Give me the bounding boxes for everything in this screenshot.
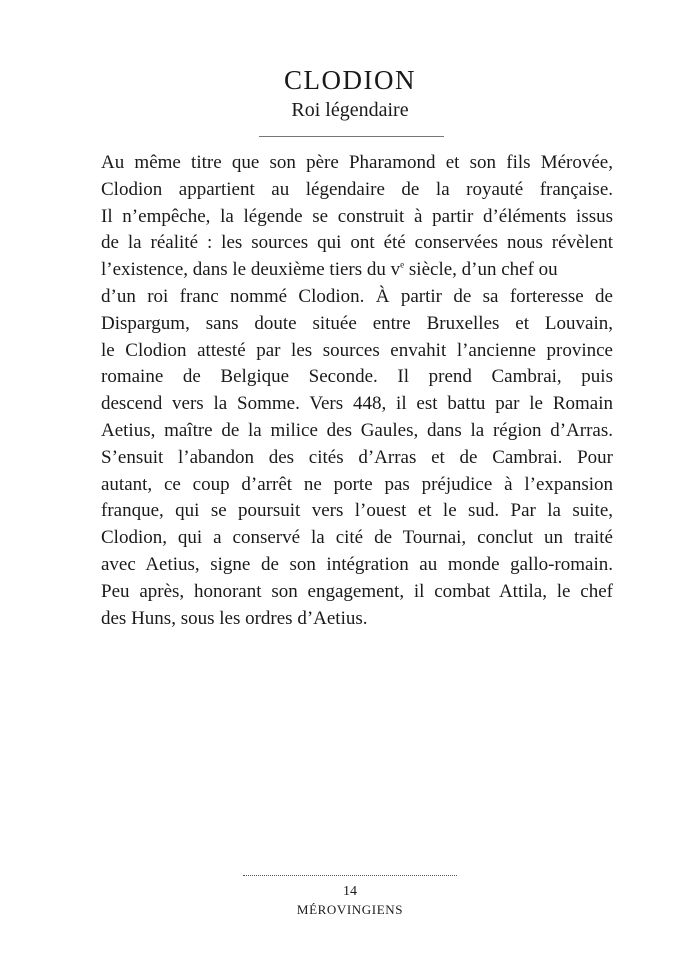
body-line: Clodion appartient au légendaire de la royauté française. xyxy=(101,178,613,200)
body-line: autant, ce coup d’arrêt ne porte pas préjudice à l’expansion xyxy=(101,473,613,495)
body-line: Au même titre que son père Pharamond et son fils Mérovée, xyxy=(101,152,613,173)
century-superscript: e xyxy=(400,259,405,270)
body-line: Dispargum, sans doute située entre Bruxelles et Louvain, xyxy=(101,312,613,334)
body-line: Aetius, maître de la milice des Gaules, dans la région d’Arras. xyxy=(101,419,613,441)
title-divider xyxy=(259,136,444,137)
body-line: romaine de Belgique Seconde. Il prend Cambrai, puis xyxy=(101,366,613,388)
running-title: MÉROVINGIENS xyxy=(296,902,404,917)
body-line: Il n’empêche, la légende se construit à partir d’éléments issus xyxy=(101,205,613,227)
body-line: Peu après, honorant son engagement, il combat Attila, le chef xyxy=(101,580,613,602)
body-line: le Clodion attesté par les sources envahit l’ancienne province xyxy=(101,339,613,361)
body-line: descend vers la Somme. Vers 448, il est battu par le Romain xyxy=(101,393,613,415)
page-number: 14 xyxy=(343,884,357,899)
body-line-segment: siècle, d’un chef ou xyxy=(404,259,558,281)
body-line: S’ensuit l’abandon des cités d’Arras et de Cambrai. Pour xyxy=(101,446,613,468)
body-line: Clodion, qui a conservé la cité de Tournai, conclut un traité xyxy=(101,527,613,549)
body-line: de la réalité : les sources qui ont été conservées nous révèlent xyxy=(101,232,613,254)
page-subtitle: Roi légendaire xyxy=(291,99,409,121)
body-paragraph xyxy=(101,150,613,632)
body-line: franque, qui se poursuit vers l’ouest et le sud. Par la suite, xyxy=(101,500,613,522)
body-line-segment: l’existence, dans le deuxième tiers du v xyxy=(101,259,401,281)
body-line xyxy=(101,257,613,284)
footer-divider xyxy=(243,875,457,876)
body-line: d’un roi franc nommé Clodion. À partir de sa forteresse de xyxy=(101,285,613,307)
page-title: CLODION xyxy=(284,65,416,95)
body-line: des Huns, sous les ordres d’Aetius. xyxy=(101,607,368,629)
body-line: avec Aetius, signe de son intégration au monde gallo-romain. xyxy=(101,553,613,575)
